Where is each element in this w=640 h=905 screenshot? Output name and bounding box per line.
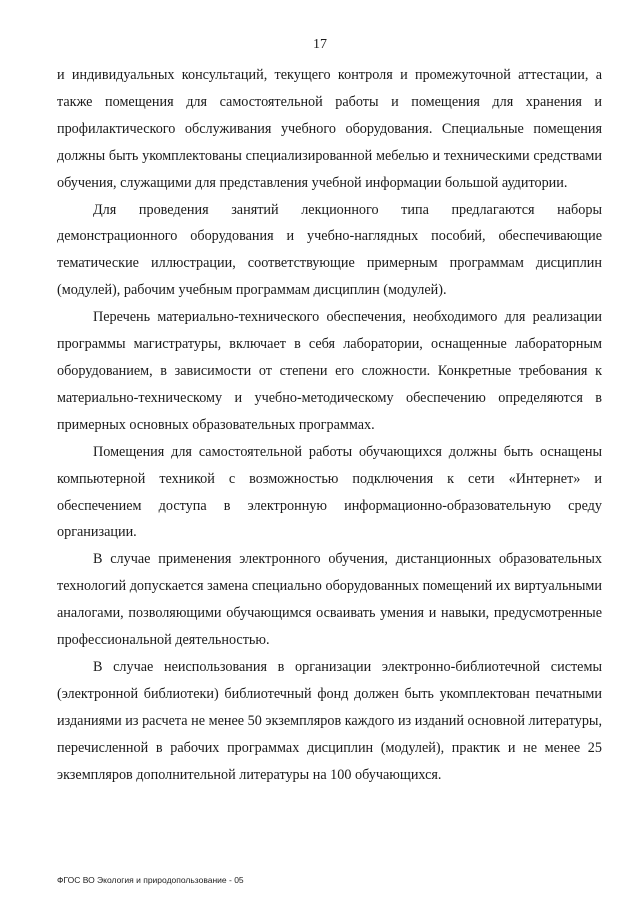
paragraph-2: Для проведения занятий лекционного типа предлагаются наборы демонстрационного оборудования и учебно-наглядных пособий, обеспечивающие тематические иллюстрации, соответствующие примерным программам дисциплин (модулей), рабочим учебным программам дисциплин (модулей). [57,201,602,299]
paragraph-5: В случае применения электронного обучения, дистанционных образовательных технологий допускается замена специально оборудованных помещений их виртуальными аналогами, позволяющими обучающимся осваивать умения и навыки, предусмотренные профессиональной деятельностью. [57,551,602,649]
page-footer: ФГОС ВО Экология и природопользование - 05 [57,875,244,885]
paragraph-4: Помещения для самостоятельной работы обучающихся должны быть оснащены компьютерной техникой с возможностью подключения к сети «Интернет» и обеспечением доступа в электронную информационно-образовательную среду организации. [57,443,602,541]
paragraph-6: В случае неиспользования в организации электронно-библиотечной системы (электронной библиотеки) библиотечный фонд должен быть укомплектован печатными изданиями из расчета не менее 50 экземпляров каждого из изданий основной литературы, перечисленной в рабочих программах дисциплин (модулей), практик и не менее 25 экземпляров дополнительной литературы на 100 обучающихся. [57,658,602,783]
paragraph-1: и индивидуальных консультаций, текущего контроля и промежуточной аттестации, а также помещения для самостоятельной работы и помещения для хранения и профилактического обслуживания учебного оборудования. Специальные помещения должны быть укомплектованы специализированной мебелью и техническими средствами обучения, служащими для представления учебной информации большой аудитории. [57,67,602,191]
paragraph-3: Перечень материально-технического обеспечения, необходимого для реализации программы магистратуры, включает в себя лаборатории, оснащенные лабораторным оборудованием, в зависимости от степени его сложности. Конкретные требования к материально-техническому и учебно-методическому обеспечению определяются в примерных основных образовательных программах. [57,309,602,433]
page-number: 17 [313,37,327,52]
body-text [57,62,602,788]
